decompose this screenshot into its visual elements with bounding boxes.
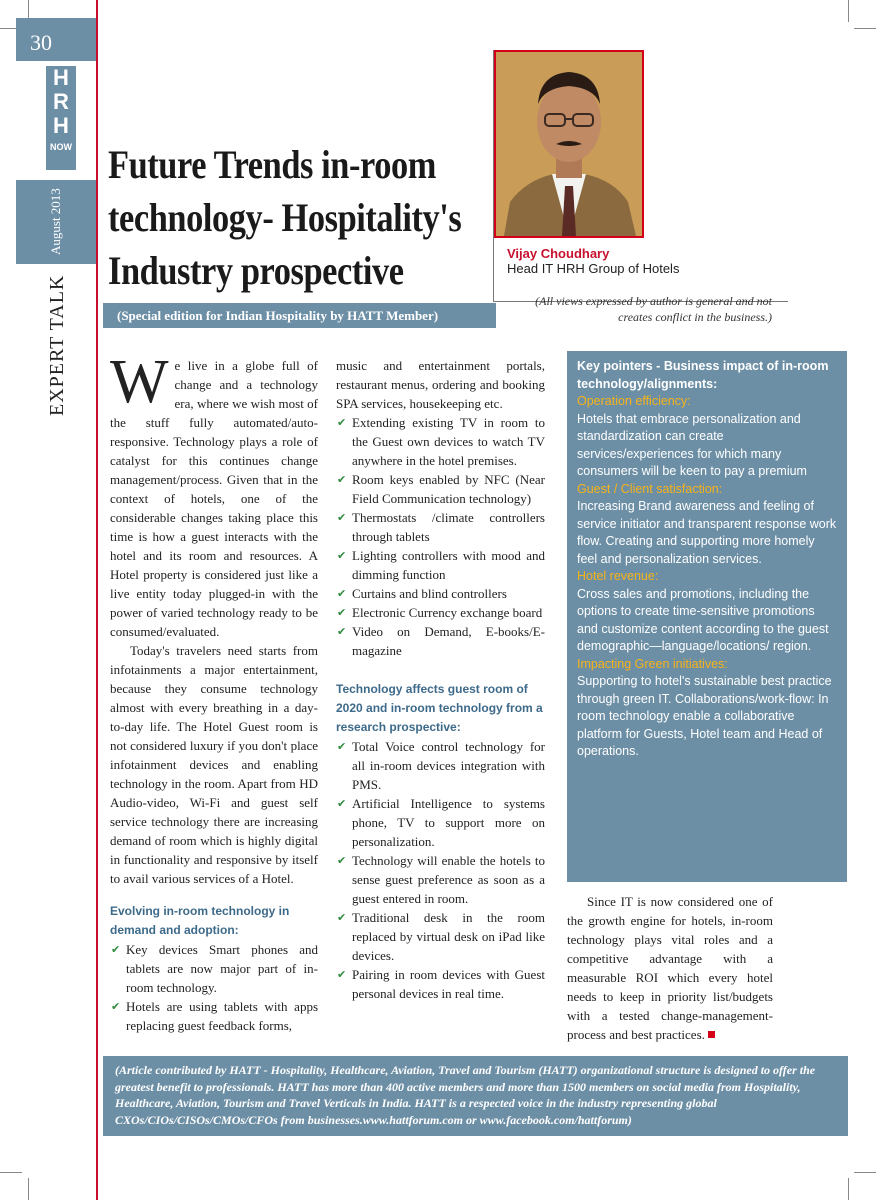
list-item-text: Total Voice control technology for all in-room devices integration with PMS.: [352, 739, 545, 792]
title-line: Future Trends in-room: [108, 142, 437, 187]
crop-mark: [848, 1178, 849, 1200]
section-subhead: Technology affects guest room of 2020 and in-room technology from a research prospective:: [336, 682, 543, 734]
author-portrait-image: [496, 52, 642, 236]
bullet-list: [336, 737, 545, 1003]
list-item-text: Video on Demand, E-books/E-magazine: [352, 624, 545, 658]
check-icon: ✔: [337, 911, 347, 924]
paragraph-text: Since IT is now considered one of the growth engine for hotels, in-room technology plays vital roles and a competitive advantage with a measurable ROI which every hotel needs to keep in priority list/budgets with a tested change-management-process and best practices.: [567, 894, 773, 1042]
key-pointer-body: Cross sales and promotions, including the options to create time-sensitive promotions and customize content according to the guest demographic—language/locations/ region.: [577, 586, 829, 653]
key-pointer-heading: Operation efficiency:: [577, 394, 691, 408]
key-pointer-body: Hotels that embrace personalization and standardization can create services/experiences for which many consumers will be keen to pay a premium: [577, 411, 807, 478]
check-icon: ✔: [337, 797, 347, 810]
list-item-text: Key devices Smart phones and tablets are now major part of in-room technology.: [126, 942, 318, 995]
check-icon: ✔: [111, 1000, 121, 1013]
check-icon: ✔: [337, 625, 347, 638]
crop-mark: [854, 28, 876, 29]
key-pointer-heading: Guest / Client satisfaction:: [577, 481, 723, 496]
list-item-text: Pairing in room devices with Guest personal devices in real time.: [352, 967, 545, 1001]
list-item-text: Room keys enabled by NFC (Near Field Communication technology): [352, 472, 545, 506]
section-label: EXPERT TALK: [46, 274, 68, 416]
check-icon: ✔: [337, 606, 347, 619]
list-item-text: Lighting controllers with mood and dimming function: [352, 548, 545, 582]
list-item: [336, 851, 545, 908]
list-item: [336, 584, 545, 603]
crop-mark: [28, 1178, 29, 1200]
bullet-list: [336, 413, 545, 660]
section-subhead: Evolving in-room technology in demand and adoption:: [110, 904, 290, 937]
article-title: [108, 138, 462, 297]
check-icon: ✔: [337, 473, 347, 486]
margin-rule: [96, 0, 98, 1200]
list-item: [336, 965, 545, 1003]
list-item-text: Traditional desk in the room replaced by virtual desk on iPad like devices.: [352, 910, 545, 963]
end-mark-icon: [708, 1031, 715, 1038]
list-item: [336, 737, 545, 794]
check-icon: ✔: [337, 587, 347, 600]
list-item: [336, 794, 545, 851]
check-icon: ✔: [337, 854, 347, 867]
title-line: technology- Hospitality's: [108, 195, 462, 240]
list-item-text: Electronic Currency exchange board: [352, 605, 543, 620]
magazine-logo: [46, 66, 76, 170]
list-item: [110, 940, 318, 997]
list-item-text: Artificial Intelligence to systems phone, TV to support more on personalization.: [352, 796, 545, 849]
logo-letter: R: [53, 89, 69, 114]
author-role: Head IT HRH Group of Hotels: [507, 261, 680, 276]
author-photo: [494, 50, 644, 238]
check-icon: ✔: [337, 416, 347, 429]
body-paragraph: Today's travelers need starts from infotainments a major entertainment, because they consume technology almost with every breathing in a day-to-day life. The Hotel Guest room is not considered luxury if you don't place infotainment devices and enabling technology in the room. Apart from HD Audio-video, Wi-Fi and guest self service technology there are increasing demand of room which is highly digital in functionality and responsive by itself to avail various services of a Hotel.: [110, 643, 318, 886]
list-item: [336, 603, 545, 622]
intro-paragraph: [110, 348, 318, 641]
logo-subtext: NOW: [50, 142, 72, 152]
list-item: [336, 413, 545, 470]
list-item-text: Hotels are using tablets with apps replacing guest feedback forms,: [126, 999, 318, 1033]
check-icon: ✔: [337, 549, 347, 562]
key-pointers-title: Key pointers - Business impact of in-room technology/alignments:: [577, 359, 829, 391]
author-disclaimer: (All views expressed by author is general and not creates conflict in the business.): [535, 294, 772, 324]
article-credit-footer: (Article contributed by HATT - Hospitality, Healthcare, Aviation, Travel and Tourism (HATT) organizational structure is designed to offer the greatest benefit to professionals. HATT has more than 400 active members and more than 1500 members on social media from Hospitality, Healthcare, Aviation, Tourism and Travel Verticals in India. HATT is a respected voice in the industry representing global CXOs/CIOs/CISOs/CMOs/CFOs from businesses.www.hattforum.com or www.facebook.com/hattforum): [103, 1056, 848, 1136]
list-item-text: Thermostats /climate controllers through tablets: [352, 510, 545, 544]
continued-text: music and entertainment portals, restaurant menus, ordering and booking SPA services, housekeeping etc.: [336, 358, 545, 411]
key-pointer-body: Supporting to hotel's sustainable best practice through green IT. Collaborations/work-flow: In room technology enable a collaborative platform for Guests, Hotel team and Head of operations.: [577, 674, 832, 758]
list-item-text: Extending existing TV in room to the Guest own devices to watch TV anywhere in the hotel premises.: [352, 415, 545, 468]
crop-mark: [0, 1172, 22, 1173]
list-item: [336, 470, 545, 508]
check-icon: ✔: [337, 968, 347, 981]
list-item: [336, 546, 545, 584]
author-name: Vijay Choudhary: [507, 246, 610, 261]
article-column-3: [567, 892, 773, 1044]
page-number-tab: [16, 18, 96, 61]
list-item-text: Technology will enable the hotels to sense guest preference as soon as a guest entered in room.: [352, 853, 545, 906]
article-column-2: [336, 356, 545, 1003]
key-pointer-heading: Impacting Green initiatives:: [577, 656, 728, 671]
list-item: [110, 997, 318, 1035]
article-column-1: [110, 348, 318, 1035]
crop-mark: [854, 1172, 876, 1173]
closing-paragraph: [567, 892, 773, 1044]
logo-letter: H: [53, 113, 69, 138]
page-number: 30: [30, 30, 52, 55]
title-line: Industry prospective: [108, 248, 404, 293]
key-pointer-body: Increasing Brand awareness and feeling of service initiator and transparent response work flow. Creating and supporting more homely feel and personalization services.: [577, 499, 837, 566]
list-item: [336, 508, 545, 546]
key-pointer-heading: Hotel revenue:: [577, 569, 659, 583]
list-item: [336, 908, 545, 965]
special-edition-banner: (Special edition for Indian Hospitality by HATT Member): [103, 303, 496, 328]
key-pointers-box: [567, 351, 847, 882]
list-item-text: Curtains and blind controllers: [352, 586, 507, 601]
bullet-list: [110, 940, 318, 1035]
logo-letter: H: [53, 65, 69, 90]
list-item: [336, 622, 545, 660]
check-icon: ✔: [337, 511, 347, 524]
drop-cap: W: [110, 348, 169, 416]
issue-date: August 2013: [48, 188, 63, 256]
check-icon: ✔: [337, 740, 347, 753]
crop-mark: [848, 0, 849, 22]
paragraph-text: e live in a globe full of change and a technology era, where we wish most of the stuff fully automated/auto-responsive. Technology plays a role of catalyst for this continues change management/process. Given that in the context of hotels, one of the considerable changes taking place this time is how a guest interacts with the hotel and its room and resources. A Hotel property is considered just like a live entity today plugged-in with the power of varied technology ready to be consumed/evaluated.: [110, 358, 318, 639]
check-icon: ✔: [111, 943, 121, 956]
